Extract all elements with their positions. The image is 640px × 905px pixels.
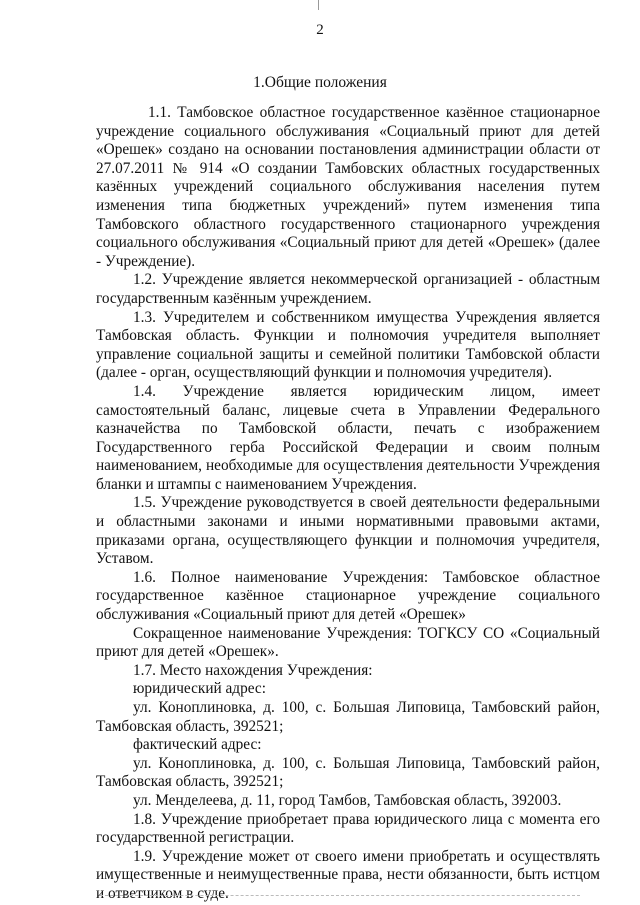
paragraph-1-1: 1.1. Тамбовское областное государственное казённое стационарное учреждение социального обслуживания «Социальный приют для детей «Орешек» создано на основании постановления администрации области от 27.07.2011 № 914 «О создании Тамбовских областных государственных казённых учреждений социального обслуживания населения путем изменения типа бюджетных учреждений» путем изменения типа Тамбовского областного государственного стационарного учреждения социального обслуживания «Социальный приют для детей «Орешек» (далее - Учреждение).: [96, 104, 600, 270]
actual-address-1: ул. Коноплиновка, д. 100, с. Большая Липовица, Тамбовский район, Тамбовская область, 392521;: [96, 754, 600, 791]
paragraph-1-3: 1.3. Учредителем и собственником имущества Учреждения является Тамбовская область. Функции и полномочия учредителя выполняет управление социальной защиты и семейной политики Тамбовской области (далее - орган, осуществляющий функции и полномочия учредителя).: [96, 308, 600, 382]
paragraph-1-6: 1.6. Полное наименование Учреждения: Тамбовское областное государственное казённое стационарное учреждение социального обслуживания «Социальный приют для детей «Орешек»: [96, 568, 600, 624]
legal-address: ул. Коноплиновка, д. 100, с. Большая Липовица, Тамбовский район, Тамбовская область, 392521;: [96, 699, 600, 735]
page-bottom-rule: [100, 895, 580, 897]
paragraph-1-9: 1.9. Учреждение может от своего имени приобретать и осуществлять имущественные и неимущественные права, нести обязанности, быть истцом и ответчиком в суде.: [96, 847, 600, 902]
paragraph-1-5: 1.5. Учреждение руководствуется в своей деятельности федеральными и областными законами и иными нормативными правовыми актами, приказами органа, осуществляющего функции и полномочия учредителя, Уставом.: [96, 494, 600, 568]
paragraph-1-8: 1.8. Учреждение приобретает права юридического лица с момента его государственной регистрации.: [96, 810, 600, 847]
paragraph-1-4: 1.4. Учреждение является юридическим лицом, имеет самостоятельный баланс, лицевые счета в Управлении Федерального казначейства по Тамбовской области, печать с изображением Государственного герба Российской Федерации и своим полным наименованием, необходимые для осуществления деятельности Учреждения бланки и штампы с наименованием Учреждения.: [96, 382, 600, 493]
page-number: 2: [316, 22, 324, 38]
actual-address-2: ул. Менделеева, д. 11, город Тамбов, Тамбовская область, 392003.: [133, 791, 562, 809]
document-body: [96, 104, 600, 904]
paragraph-1-7: 1.7. Место нахождения Учреждения:: [133, 661, 373, 679]
scan-mark: [318, 0, 319, 10]
short-name-paragraph: Сокращенное наименование Учреждения: ТОГКСУ СО «Социальный приют для детей «Орешек».: [96, 624, 600, 661]
legal-address-label: юридический адрес:: [133, 680, 266, 698]
actual-address-label: фактический адрес:: [133, 736, 262, 754]
section-title: 1.Общие положения: [253, 74, 387, 91]
paragraph-1-2: 1.2. Учреждение является некоммерческой организацией - областным государственным казённым учреждением.: [96, 271, 600, 307]
